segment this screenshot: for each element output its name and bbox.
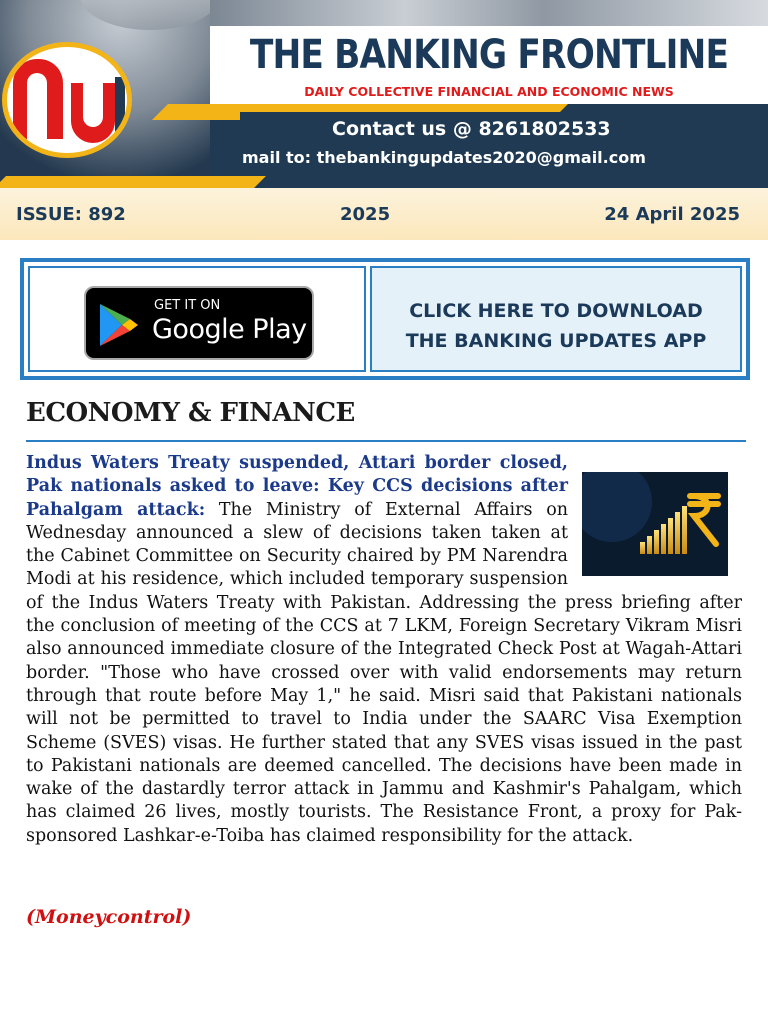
section-title: ECONOMY & FINANCE: [26, 398, 355, 428]
download-cta-line1: CLICK HERE TO DOWNLOAD: [409, 300, 703, 322]
logo-bar: [115, 77, 125, 147]
google-play-small-label: GET IT ON: [154, 298, 221, 313]
contact-email[interactable]: mail to: thebankingupdates2020@gmail.com: [242, 148, 646, 167]
google-play-icon: [98, 302, 140, 348]
newspaper-logo-icon: [2, 42, 132, 158]
section-divider: [26, 440, 746, 442]
google-play-label: Google Play: [152, 314, 307, 345]
masthead-top-strip: [210, 0, 768, 26]
download-cta-line2: THE BANKING UPDATES APP: [405, 330, 707, 352]
google-play-panel[interactable]: [28, 266, 366, 372]
logo-letter-n-gap: [27, 73, 47, 143]
issue-bar: [0, 188, 768, 240]
newspaper-subtitle: DAILY COLLECTIVE FINANCIAL AND ECONOMIC NEWS: [304, 84, 674, 99]
download-app-link[interactable]: [370, 266, 742, 372]
rupee-growth-chart-image: [582, 472, 728, 576]
gold-stripe-bottom: [0, 176, 266, 188]
logo-letter-u-gap: [83, 77, 103, 127]
download-banner[interactable]: [20, 258, 750, 380]
contact-phone[interactable]: Contact us @ 8261802533: [332, 118, 611, 140]
article-body: The Ministry of External Affairs on Wednesday announced a slew of decisions taken taken at the Cabinet Committee on Security chaired by PM Narendra Modi at his residence, which included temporary suspension of the Indus Waters Treaty with Pakistan. Addressing the press briefing after the conclusion of meeting of the CCS at 7 LKM, Foreign Secretary Vikram Misri also announced immediate closure of the Integrated Check Post at Wagah-Attari border. "Those who have crossed over with valid endorsements may return through that route before May 1," he said. Misri said that Pakistani nationals will not be permitted to travel to India under the SAARC Visa Exemption Scheme (SVES) visas. He further stated that any SVES visas issued in the past to Pakistani nationals are deemed cancelled. The decisions have been made in wake of the dastardly terror attack in Jammu and Kashmir's Pahalgam, which has claimed 26 lives, mostly tourists. The Resistance Front, a proxy for Pak-sponsored Lashkar-e-Toiba has claimed responsibility for the attack.: [26, 499, 742, 846]
title-panel: [210, 26, 768, 104]
google-play-button[interactable]: [84, 286, 314, 360]
newspaper-title: THE BANKING FRONTLINE: [249, 32, 729, 78]
contact-panel: [240, 112, 768, 188]
download-cta-text[interactable]: [372, 296, 740, 356]
issue-number: ISSUE: 892: [16, 204, 126, 225]
article-source: (Moneycontrol): [26, 906, 192, 928]
issue-date: 24 April 2025: [604, 204, 740, 225]
article-headline: Indus Waters Treaty suspended, Attari border closed, Pak nationals asked to leave: Key CCS decisions after Pahalgam attack:: [26, 453, 568, 520]
article: [26, 452, 742, 848]
masthead: [0, 0, 768, 188]
rupee-chart-graphic: [582, 472, 728, 576]
issue-year: 2025: [340, 204, 391, 225]
